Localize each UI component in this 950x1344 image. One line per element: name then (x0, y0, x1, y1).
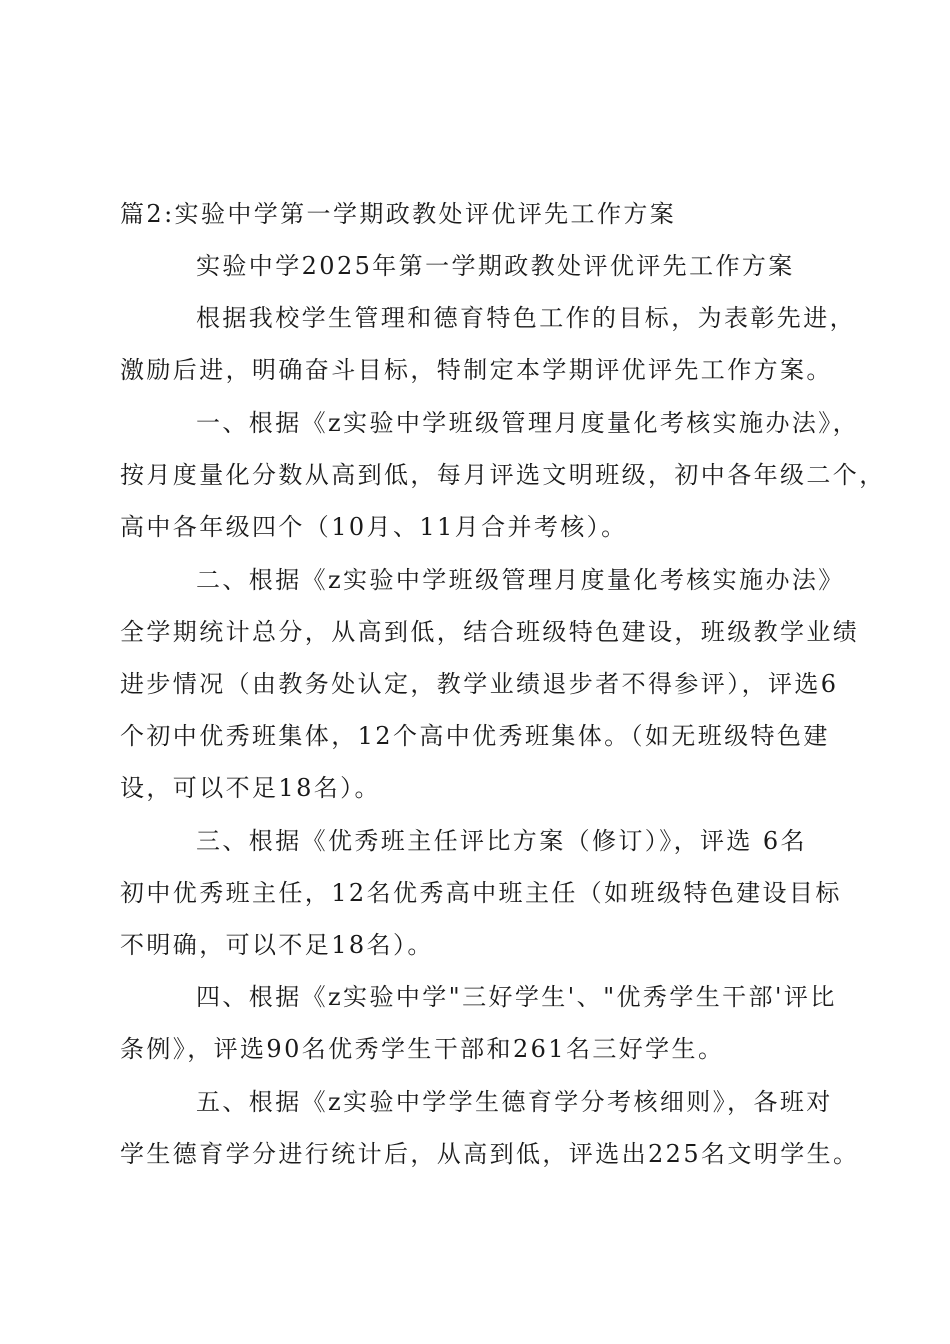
item1-line: 高中各年级四个（10月、11月合并考核）。 (120, 513, 628, 541)
document-heading: 篇2:实验中学第一学期政教处评优评先工作方案 (120, 200, 677, 228)
item4-line: 四、根据《z实验中学"三好学生'、"优秀学生干部'评比 (196, 983, 837, 1011)
document-title: 实验中学2025年第一学期政教处评优评先工作方案 (196, 252, 795, 280)
item1-line: 按月度量化分数从高到低，每月评选文明班级，初中各年级二个， (120, 461, 886, 489)
item5-line: 五、根据《z实验中学学生德育学分考核细则》，各班对 (196, 1088, 833, 1116)
item2-line: 个初中优秀班集体，12个高中优秀班集体。（如无班级特色建 (120, 722, 830, 750)
item5-line: 学生德育学分进行统计后，从高到低，评选出225名文明学生。 (120, 1140, 860, 1168)
intro-line: 根据我校学生管理和德育特色工作的目标，为表彰先进， (196, 304, 856, 332)
item2-line: 二、根据《z实验中学班级管理月度量化考核实施办法》 (196, 566, 845, 594)
item2-line: 设，可以不足18名）。 (120, 774, 381, 802)
item2-line: 全学期统计总分，从高到低，结合班级特色建设，班级教学业绩 (120, 618, 860, 646)
item3-line: 不明确，可以不足18名）。 (120, 931, 434, 959)
item3-line: 三、根据《优秀班主任评比方案（修订）》，评选 6名 (196, 827, 807, 855)
item4-line: 条例》，评选90名优秀学生干部和261名三好学生。 (120, 1035, 725, 1063)
intro-line: 激励后进，明确奋斗目标，特制定本学期评优评先工作方案。 (120, 356, 833, 384)
item1-line: 一、根据《z实验中学班级管理月度量化考核实施办法》， (196, 409, 860, 437)
item2-line: 进步情况（由教务处认定，教学业绩退步者不得参评），评选6 (120, 670, 839, 698)
item3-line: 初中优秀班主任，12名优秀高中班主任（如班级特色建设目标 (120, 879, 842, 907)
